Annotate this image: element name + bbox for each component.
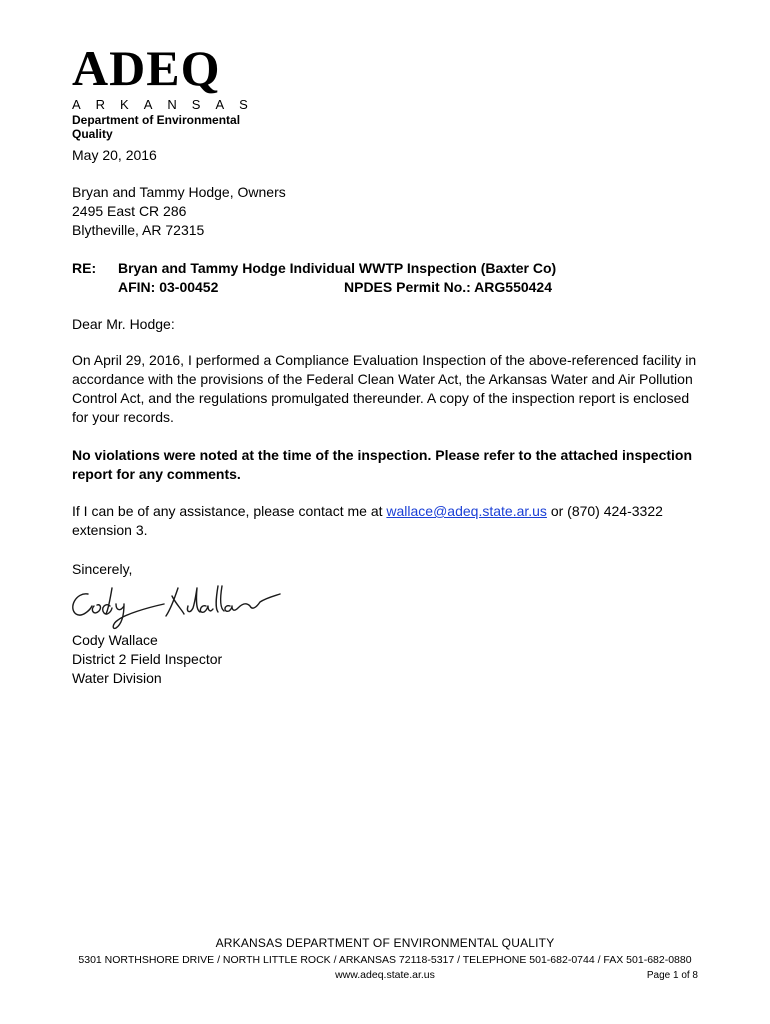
salutation: Dear Mr. Hodge: [72, 316, 175, 332]
logo-state-name: ARKANSAS [72, 97, 263, 112]
letter-date: May 20, 2016 [72, 147, 157, 163]
no-violations-paragraph: No violations were noted at the time of the inspection. Please refer to the attached inspection report for any comments. [72, 447, 693, 482]
signer-title: District 2 Field Inspector [72, 651, 223, 667]
footer-address: 5301 NORTHSHORE DRIVE / NORTH LITTLE ROCK / ARKANSAS 72118-5317 / TELEPHONE 501-682-0744 / FAX 501-682-0880 [78, 954, 692, 966]
recipient-address-line1: 2495 East CR 286 [72, 203, 187, 219]
recipient-address-line2: Blytheville, AR 72315 [72, 222, 205, 238]
logo-wordmark: ADEQ [72, 40, 221, 96]
signer-division: Water Division [72, 670, 162, 686]
inspection-paragraph: On April 29, 2016, I performed a Compliance Evaluation Inspection of the above-referenced facility in accordance with the provisions of the Federal Clean Water Act, the Arkansas Water and Air Pollution Control Act, and the regulations promulgated thereunder. A copy of the inspection report is enclosed for your records. [72, 352, 697, 425]
page-number: Page 1 of 8 [646, 970, 698, 981]
re-afin: AFIN: 03-00452 [118, 279, 219, 295]
footer-organization: ARKANSAS DEPARTMENT OF ENVIRONMENTAL QUALITY [215, 936, 555, 950]
contact-prefix: If I can be of any assistance, please contact me at [72, 503, 387, 519]
contact-email-link[interactable]: wallace@adeq.state.ar.us [386, 503, 547, 519]
logo-department-name: Department of Environmental Quality [72, 113, 241, 141]
re-subject: Bryan and Tammy Hodge Individual WWTP Inspection (Baxter Co) [118, 260, 557, 276]
footer-website: www.adeq.state.ar.us [335, 969, 435, 981]
contact-suffix: or (870) 424-3322 extension 3. [72, 503, 663, 538]
closing: Sincerely, [72, 561, 133, 577]
contact-paragraph [72, 502, 697, 540]
re-npdes-permit: NPDES Permit No.: ARG550424 [344, 279, 552, 295]
re-label: RE: [72, 260, 97, 276]
handwritten-signature [66, 580, 286, 630]
adeq-logo [72, 40, 282, 141]
recipient-name: Bryan and Tammy Hodge, Owners [72, 184, 286, 200]
signer-name: Cody Wallace [72, 632, 158, 648]
